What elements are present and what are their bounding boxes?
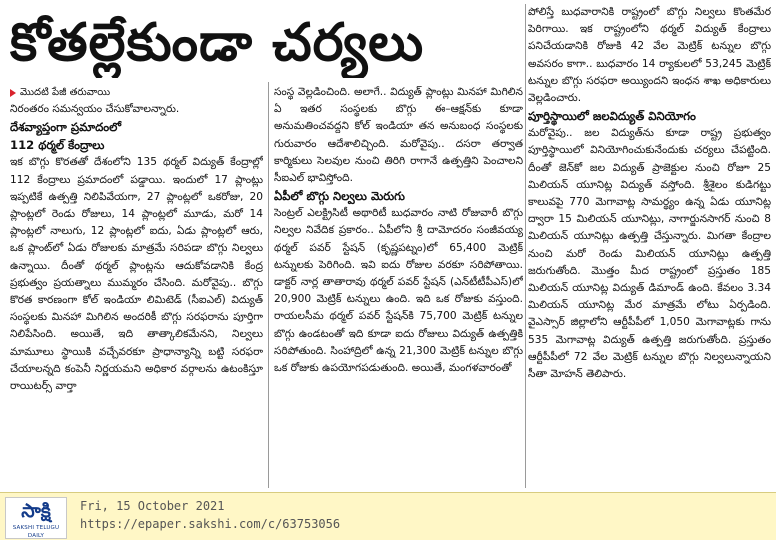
continued-kicker <box>10 84 263 101</box>
epaper-link[interactable]: https://epaper.sakshi.com/c/63753056 <box>80 517 341 531</box>
paragraph: సెంట్రల్‌ ఎలక్ట్రిసిటీ అథారిటీ బుధవారం నాటి రోజువారీ బొగ్గు నిల్వల నివేదిక ప్రకారం.. ఏపీలోని శ్రీ దామోదరం సంజీవయ్య థర్మల్‌ పవర్‌ స్టేషన్‌ (కృష్ణపట్నం)లో 65,400 మెట్రిక్‌ టన్నులకు పెరిగింది. ఇవి ఐదు రోజుల వరకూ సరిపోతాయి. డాక్టర్‌ నార్ల తాతారావు థర్మల్‌ పవర్‌ స్టేషన్‌ (ఎన్‌టీటీపీఎస్‌)లో 20,900 మెట్రిక్‌ టన్నులు ఉంది. ఇది ఒక రోజుకు వస్తుంది. రాయలసీమ థర్మల్‌ పవర్‌ స్టేషన్‌కి 75,700 మెట్రిక్‌ టన్నుల బొగ్గు ఉండటంతో ఇది కూడా ఐదు రోజులు విద్యుత్‌ ఉత్పత్తికి సరిపోతుంది. సింహాద్రిలో ఉన్న 21,300 మెట్రిక్‌ టన్నుల బొగ్గు ఒక రోజుకు ఉపయోగపడుతుంది. అయితే, మంగళవారంతో <box>274 207 523 375</box>
subheading: ఏపీలో బొగ్గు నిల్వలు మెరుగు <box>274 189 405 204</box>
epaper-footer <box>0 492 776 540</box>
paragraph: ఇక బొగ్గు కొరతతో దేశంలోని 135 థర్మల్‌ విద్యుత్‌ కేంద్రాల్లో 112 కేంద్రాలు ప్రమాదంలో పడ్డాయి. ఇందులో 17 ప్లాంట్లు ఇప్పటికే ఉత్పత్తి నిలిపివేయగా, 27 ప్లాంట్లలో ఒకరోజు, 20 ప్లాంట్లలో రెండు రోజులు, 14 ప్లాంట్లలో మూడు, మరో 14 ప్లాంట్లలో నాలుగు, 12 ప్లాంట్లలో ఐదు, ఏడు ప్లాంట్లలో ఆరు, ఒక ప్లాంట్‌లో ఏడు రోజులకు మాత్రమే సరిపడా బొగ్గు నిల్వలు ఉన్నాయి. దీంతో థర్మల్‌ ప్లాంట్లను ఆదుకోవడానికి కేంద్ర ప్రభుత్వం ప్రయత్నాలు ముమ్మరం చేసింది. మరోవైపు.. బొగ్గు కొరత కారణంగా కోల్‌ ఇండియా లిమిటెడ్‌ (సీఐఎల్‌) విద్యుత్‌ సంస్థలకు మినహా మిగిలిన అందరికీ బొగ్గు సరఫరాను పూర్తిగా నిలిపేసింది. అయితే, ఇది తాత్కాలికమేనని, నిల్వలు మామూలు స్థాయికి వచ్చేవరకూ ప్రాధాన్యాన్ని బట్టి సరఫరా చేయాలన్నది కంపెనీ నిర్ణయమని అధికార వర్గాలను ఉటంకిస్తూ రాయిటర్స్‌ వార్తా <box>10 156 263 393</box>
kicker-label: మొదటి పేజీ తరువాయి <box>20 87 111 98</box>
column-divider <box>525 4 526 488</box>
paragraph: మరోవైపు.. జల విద్యుత్‌ను కూడా రాష్ట్ర ప్రభుత్వం పూర్తిస్థాయిలో వినియోగించుకునేందుకు చర్యలు చేపట్టింది. దీంతో జెన్‌కో జల విద్యుత్‌ ప్రాజెక్టుల నుంచి రోజూ 25 మిలియన్‌ యూనిట్ల విద్యుత్‌ వస్తోంది. శ్రీశైలం కుడిగట్టు కాలువపై 770 మెగావాట్ల సామర్థ్యం ఉన్న ఏడు యూనిట్ల ద్వారా 15 మిలియన్‌ యూనిట్లు, నాగార్జునసాగర్‌ నుంచి 8 మిలియన్‌ యూనిట్లు ఉత్పత్తి చేస్తున్నారు. మిగతా కేంద్రాల నుంచి మరో రెండు మిలియన్‌ యూనిట్లు ఉత్పత్తి జరుగుతోంది. మొత్తం మీద రాష్ట్రంలో ప్రస్తుతం 185 మిలియన్‌ యూనిట్ల విద్యుత్‌ డిమాండ్‌ ఉంది. కేవలం 3.34 మిలియన్‌ యూనిట్ల మేర మాత్రమే లోటు ఏర్పడింది. వైఎస్సార్‌ జిల్లాలోని ఆర్టీపీపీలో 1,050 మెగావాట్లకు గాను 535 మెగావాట్ల విద్యుత్‌ ఉత్పత్తి జరుగుతోంది. ప్రస్తుతం ఆర్టీపీపీలో 72 వేల మెట్రిక్‌ టన్నుల బొగ్గు నిల్వలున్నాయని సీతా మోహన్‌ తెలిపారు. <box>528 127 771 381</box>
arrow-right-icon <box>10 89 16 97</box>
paragraph: సంస్థ వెల్లడించింది. అలాగే.. విద్యుత్‌ ప్లాంట్లు మినహా మిగిలిన ఏ ఇతర సంస్థలకు బొగ్గు ఈ–ఆక్షన్‌కు కూడా అనుమతించవద్దని కోల్‌ ఇండియా తన అనుబంధ సంస్థలకు గురువారం ఆదేశాలిచ్చింది. మరోవైపు.. దసరా తర్వాత కార్మికులు సెలవుల నుంచి తిరిగి రాగానే ఉత్పత్తిని పెంచాలని సీఐఎల్‌ భావిస్తోంది. <box>274 86 523 185</box>
article-column-3 <box>528 4 771 489</box>
edition-date: Fri, 15 October 2021 <box>80 499 225 513</box>
subheading-line: దేశవ్యాప్తంగా ప్రమాదంలో <box>10 120 122 135</box>
logo-tagline: SAKSHI TELUGU DAILY <box>12 525 60 539</box>
paragraph: పోలిస్తే బుధవారానికి రాష్ట్రంలో బొగ్గు నిల్వలు కొంతమేర పెరిగాయి. ఇక రాష్ట్రంలోని థర్మల్‌ విద్యుత్‌ కేంద్రాలు పనిచేయడానికి రోజుకి 42 వేల మెట్రిక్‌ టన్నుల బొగ్గు అవసరం కాగా.. బుధవారం 14 ర్యాకులలో 53,245 మెట్రిక్‌ టన్నుల బొగ్గు సరఫరా అయ్యిందని ఇంధన శాఖ అధికారులు వెల్లడించారు. <box>528 6 771 105</box>
headline: కోతల్లేకుండా చర్యలు <box>10 13 425 73</box>
article-column-2 <box>274 84 523 489</box>
sakshi-logo[interactable] <box>5 497 67 539</box>
column-divider <box>268 82 269 488</box>
paragraph: నిరంతరం సమన్వయం చేసుకోవాలన్నారు. <box>10 103 180 116</box>
article-column-1 <box>10 84 263 489</box>
subheading: పూర్తిస్థాయిలో జలవిద్యుత్‌ వినియోగం <box>528 109 696 124</box>
logo-text: సాక్షి <box>21 500 51 522</box>
subheading <box>10 118 263 154</box>
subheading-line: 112 థర్మల్‌ కేంద్రాలు <box>10 138 105 153</box>
